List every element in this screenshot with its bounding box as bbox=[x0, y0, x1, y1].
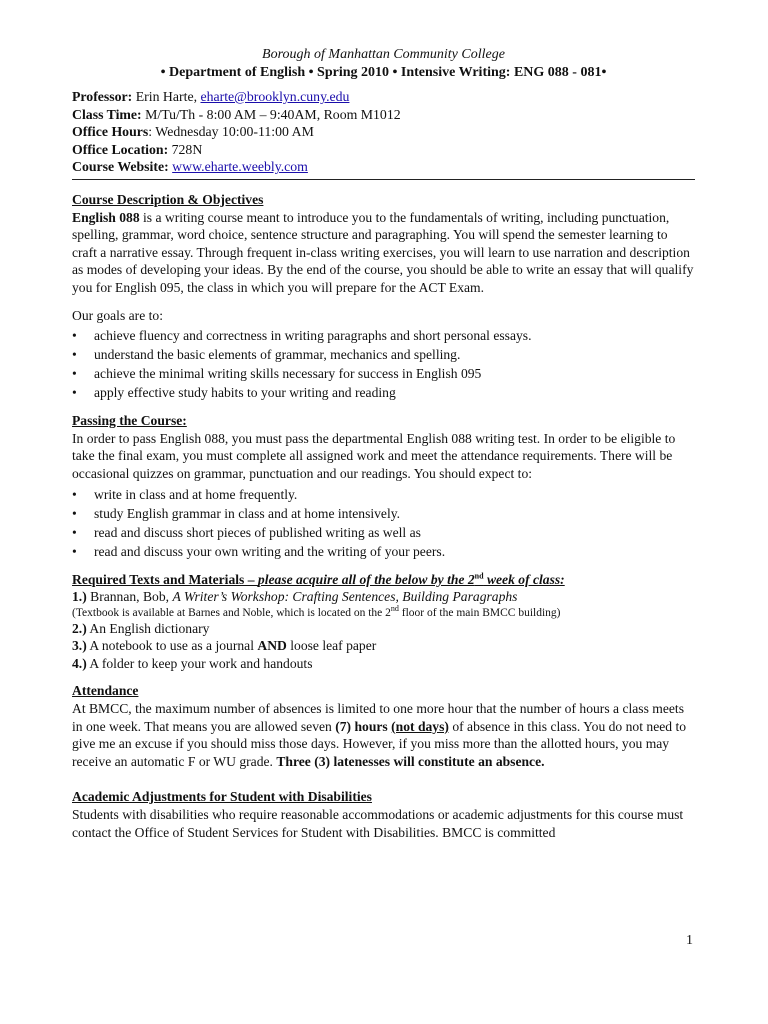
expectations-list bbox=[72, 485, 695, 561]
attendance-heading: Attendance bbox=[72, 683, 139, 699]
professor-line bbox=[72, 88, 695, 106]
list-item bbox=[72, 542, 695, 561]
list-item bbox=[72, 504, 695, 523]
professor-name: Erin Harte, bbox=[132, 89, 201, 104]
list-item bbox=[72, 523, 695, 542]
materials-heading-tail: week of class: bbox=[483, 571, 565, 587]
item-number: 3.) bbox=[72, 638, 87, 654]
bullet-icon: • bbox=[72, 366, 77, 382]
list-item bbox=[72, 364, 695, 383]
bullet-icon: • bbox=[72, 505, 77, 521]
website-label: Course Website: bbox=[72, 159, 169, 175]
book-title: A Writer’s Workshop: Crafting Sentences, Building Paragraphs bbox=[172, 589, 518, 605]
attendance-lateness-rule: Three (3) latenesses will constitute an absence. bbox=[276, 753, 545, 769]
bullet-icon: • bbox=[72, 328, 77, 344]
textbook-note-start: (Textbook is available at Barnes and Noble, which is located on the 2 bbox=[72, 606, 391, 619]
department-line: • Department of English • Spring 2010 • Intensive Writing: ENG 088 - 081• bbox=[160, 65, 607, 80]
expectation-text: write in class and at home frequently. bbox=[94, 486, 298, 502]
item-number: 4.) bbox=[72, 655, 87, 671]
passing-heading: Passing the Course: bbox=[72, 413, 187, 429]
passing-text: In order to pass English 088, you must pass the departmental English 088 writing test. In order to be eligible to take the final exam, you must complete all assigned work and meet the attendance requirements. There will be occasional quizzes on grammar, punctuation and our readings. You should expect to: bbox=[72, 430, 676, 481]
expectation-text: read and discuss your own writing and the writing of your peers. bbox=[94, 543, 446, 559]
item-emphasis: AND bbox=[257, 638, 287, 654]
goal-text: achieve the minimal writing skills necessary for success in English 095 bbox=[94, 366, 482, 382]
attendance-text bbox=[72, 700, 695, 770]
disabilities-heading: Academic Adjustments for Student with Disabilities bbox=[72, 789, 372, 805]
item-text: An English dictionary bbox=[86, 620, 210, 636]
list-item bbox=[72, 345, 695, 364]
disabilities-text: Students with disabilities who require reasonable accommodations or academic adjustments for this course must contact the Office of Student Services for Student with Disabilities. BMCC is committed bbox=[72, 807, 684, 840]
material-item-1 bbox=[72, 588, 695, 606]
class-time-line bbox=[72, 106, 695, 124]
item-number: 1.) bbox=[72, 589, 87, 605]
professor-email-link[interactable]: eharte@brooklyn.cuny.edu bbox=[200, 89, 350, 104]
bullet-icon: • bbox=[72, 524, 77, 540]
course-info bbox=[72, 88, 695, 176]
office-hours-label: Office Hours bbox=[72, 124, 149, 140]
course-description-body: is a writing course meant to introduce you to the fundamentals of writing, including punctuation, spelling, grammar, word choice, sentence structure and paragraphing. You will spend the semester learning to craft a narrative essay. Through frequent in-class writing exercises, you will learn to use narration and description as modes of developing your ideas. By the end of the course, you should be able to write an essay that will qualify you for English 095, the class in which you will prepare for the ACT Exam. bbox=[72, 209, 694, 295]
textbook-note bbox=[72, 603, 695, 620]
attendance-text-c: of absence in this class. You do not need to give me an excuse if you should miss those days. However, if you miss more than the allotted hours, you may receive an automatic F or WU grade. bbox=[72, 718, 687, 769]
bullet-icon: • bbox=[72, 543, 77, 559]
materials-heading-superscript: nd bbox=[474, 570, 484, 580]
office-hours-value: : Wednesday 10:00-11:00 AM bbox=[148, 124, 314, 140]
website-line bbox=[72, 158, 695, 176]
bullet-icon: • bbox=[72, 486, 77, 502]
textbook-note-superscript: nd bbox=[390, 603, 399, 613]
goal-text: achieve fluency and correctness in writing paragraphs and short personal essays. bbox=[94, 328, 532, 344]
item-author: Brannan, Bob, bbox=[86, 589, 173, 605]
class-time-label: Class Time: bbox=[72, 106, 142, 122]
materials-heading-main: Required Texts and Materials – bbox=[72, 571, 258, 587]
attendance-text-a: At BMCC, the maximum number of absences is limited to one more hour that the number of hours a class meets in one week. That means you are allowed seven bbox=[72, 701, 684, 734]
list-item bbox=[72, 485, 695, 504]
goals-list bbox=[72, 326, 695, 402]
item-number: 2.) bbox=[72, 620, 87, 636]
course-description-text bbox=[72, 209, 695, 297]
syllabus-content bbox=[72, 46, 695, 841]
institution-name: Borough of Manhattan Community College bbox=[262, 47, 505, 62]
materials-section bbox=[72, 571, 695, 673]
materials-heading-note: please acquire all of the below by the 2 bbox=[257, 571, 475, 587]
expectation-text: read and discuss short pieces of published writing as well as bbox=[94, 524, 421, 540]
course-description-heading: Course Description & Objectives bbox=[72, 191, 264, 207]
goal-text: understand the basic elements of grammar, mechanics and spelling. bbox=[94, 347, 461, 363]
material-item-3 bbox=[72, 637, 695, 655]
bullet-icon: • bbox=[72, 347, 77, 363]
item-text: A notebook to use as a journal bbox=[86, 638, 258, 654]
office-hours-line bbox=[72, 123, 695, 141]
professor-label: Professor: bbox=[72, 89, 133, 104]
item-text: A folder to keep your work and handouts bbox=[86, 655, 313, 671]
disabilities-section bbox=[72, 788, 695, 841]
class-time-value: M/Tu/Th - 8:00 AM – 9:40AM, Room M1012 bbox=[141, 106, 401, 122]
office-location-value: 728N bbox=[168, 141, 203, 157]
materials-heading bbox=[72, 572, 565, 587]
page-number: 1 bbox=[686, 933, 693, 948]
office-location-label: Office Location: bbox=[72, 141, 169, 157]
textbook-note-end: floor of the main BMCC building) bbox=[398, 606, 561, 619]
course-name: English 088 bbox=[72, 209, 140, 225]
office-location-line bbox=[72, 141, 695, 159]
attendance-not-days: (not days) bbox=[391, 718, 449, 734]
bullet-icon: • bbox=[72, 385, 77, 401]
passing-section bbox=[72, 412, 695, 560]
goals-intro: Our goals are to: bbox=[72, 307, 163, 323]
material-item-2 bbox=[72, 620, 695, 638]
expectation-text: study English grammar in class and at home intensively. bbox=[94, 505, 401, 521]
header-divider bbox=[72, 179, 695, 180]
material-item-4 bbox=[72, 655, 695, 673]
course-description-section bbox=[72, 191, 695, 402]
course-website-link[interactable]: www.eharte.weebly.com bbox=[172, 159, 308, 175]
attendance-section bbox=[72, 682, 695, 770]
list-item bbox=[72, 326, 695, 345]
item-text: loose leaf paper bbox=[286, 638, 377, 654]
list-item bbox=[72, 383, 695, 402]
goal-text: apply effective study habits to your writing and reading bbox=[94, 385, 396, 401]
attendance-hours: (7) hours bbox=[335, 718, 388, 734]
